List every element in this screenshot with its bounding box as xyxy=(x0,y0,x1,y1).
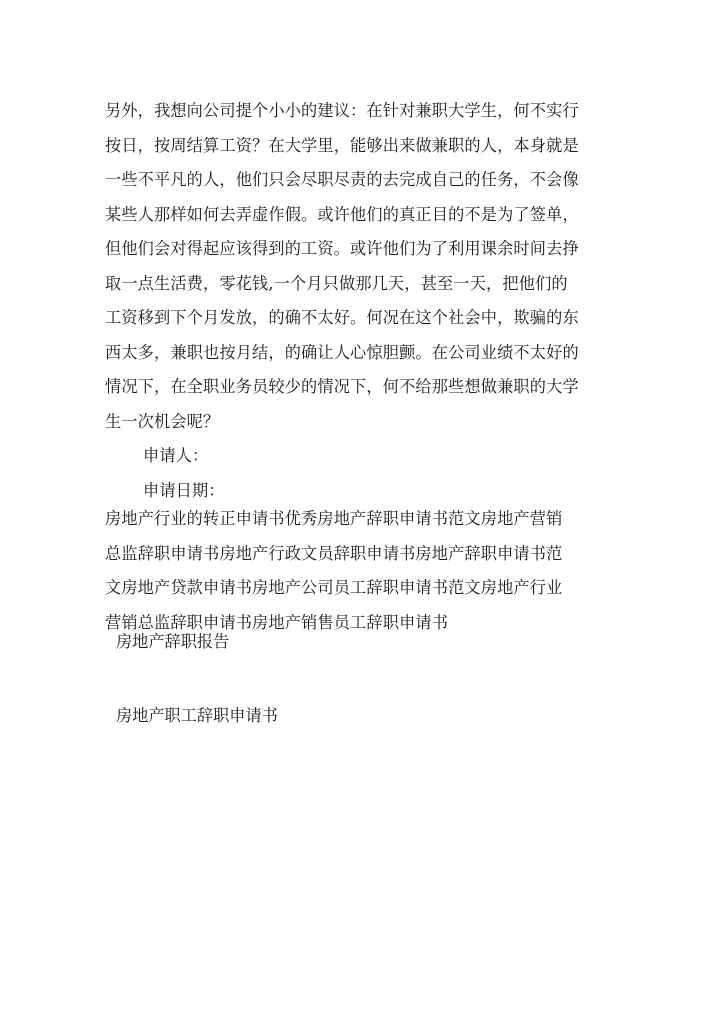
related-title-resignation-report: 房地产辞职报告 xyxy=(116,632,230,651)
body-line-4: 某些人那样如何去弄虚作假。或许他们的真正目的不是为了签单， xyxy=(105,204,579,224)
body-line-3: 一些不平凡的人，他们只会尽职尽责的去完成自己的任务，不会像 xyxy=(105,170,579,189)
related-title-staff-resignation: 房地产职工辞职申请书 xyxy=(116,706,278,725)
body-line-5: 但他们会对得起应该得到的工资。或许他们为了利用课余时间去挣 xyxy=(105,239,579,258)
applicant-label: 申请人： xyxy=(143,446,209,465)
body-line-2: 按日，按周结算工资？在大学里，能够出来做兼职的人，本身就是 xyxy=(105,135,579,155)
body-line-1: 另外，我想向公司提个小小的建议：在针对兼职大学生，何不实行 xyxy=(105,101,579,120)
related-links xyxy=(105,502,625,640)
body-line-7: 工资移到下个月发放，的确不太好。何况在这个社会中，欺骗的东 xyxy=(105,308,579,327)
body-line-8: 西太多，兼职也按月结，的确让人心惊胆颤。在公司业绩不太好的 xyxy=(105,342,579,362)
related-line-3: 文房地产贷款申请书房地产公司员工辞职申请书范文房地产行业 xyxy=(105,578,563,597)
related-line-1: 房地产行业的转正申请书优秀房地产辞职申请书范文房地产营销 xyxy=(105,509,563,528)
body-line-10: 生一次机会呢？ xyxy=(105,411,220,431)
application-date-label: 申请日期： xyxy=(143,480,225,500)
letter-body xyxy=(105,94,625,508)
related-line-2: 总监辞职申请书房地产行政文员辞职申请书房地产辞职申请书范 xyxy=(105,543,563,563)
body-line-6: 取一点生活费，零花钱,一个月只做那几天，甚至一天，把他们的 xyxy=(105,273,568,293)
body-line-9: 情况下，在全职业务员较少的情况下，何不给那些想做兼职的大学 xyxy=(105,377,579,396)
related-line-4: 营销总监辞职申请书房地产销售员工辞职申请书 xyxy=(105,612,449,632)
